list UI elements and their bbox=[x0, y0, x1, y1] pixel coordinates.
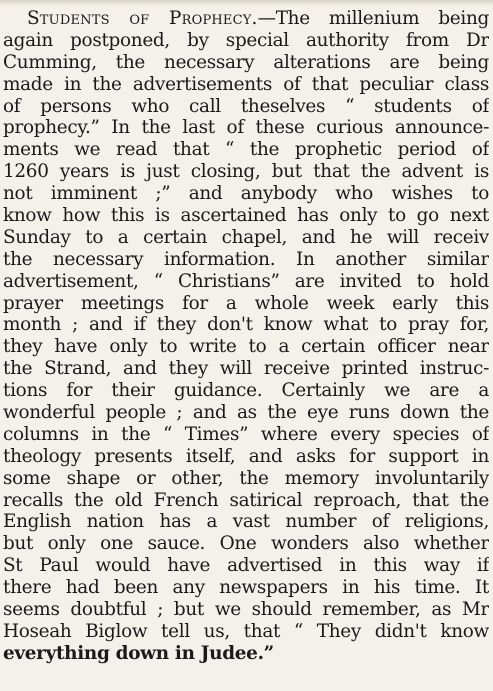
article-first-line-text: —The millenium being bbox=[257, 8, 489, 29]
article-line: but only one sauce. One wonders also whether bbox=[3, 533, 489, 555]
article-line: know how this is ascertained has only to go next bbox=[3, 205, 489, 227]
article-line: recalls the old French satirical reproach, that the bbox=[3, 489, 489, 511]
article-line: Sunday to a certain chapel, and he will receiv bbox=[3, 226, 489, 248]
article-line: there had been any newspapers in his time. It bbox=[3, 577, 489, 599]
article-line: English nation has a vast number of religions, bbox=[3, 511, 489, 533]
article-line: prophecy.” In the last of these curious announce- bbox=[3, 117, 489, 139]
article-line: columns in the “ Times” where every species of bbox=[3, 423, 489, 445]
article-line: the necessary information. In another similar bbox=[3, 248, 489, 270]
article-line: the Strand, and they will receive printed instruc- bbox=[3, 358, 489, 380]
article-line: prayer meetings for a whole week early this bbox=[3, 292, 489, 314]
article-line: St Paul would have advertised in this way if bbox=[3, 555, 489, 577]
article-line: Cumming, the necessary alterations are being bbox=[3, 51, 489, 73]
article-line: advertisement, “ Christians” are invited to hold bbox=[3, 270, 489, 292]
article-heading: Students of Prophecy. bbox=[27, 8, 258, 29]
article-line: month ; and if they don't know what to pray for, bbox=[3, 314, 489, 336]
article-line: made in the advertisements of that peculiar class bbox=[3, 73, 489, 95]
article-line: not imminent ;” and anybody who wishes to bbox=[3, 183, 489, 205]
article-line: theology presents itself, and asks for support in bbox=[3, 445, 489, 467]
article-line: again postponed, by special authority from Dr bbox=[3, 29, 489, 51]
article-closing-line: everything down in Judee.” bbox=[3, 642, 274, 664]
article-line: of persons who call theselves “ students of bbox=[3, 95, 489, 117]
article-line: some shape or other, the memory involuntarily bbox=[3, 467, 489, 489]
article-line: ments we read that “ the prophetic period of bbox=[3, 139, 489, 161]
article-line-1 bbox=[3, 8, 489, 30]
article-line: seems doubtful ; but we should remember, as Mr bbox=[3, 599, 489, 621]
article-line: tions for their guidance. Certainly we are a bbox=[3, 380, 489, 402]
article-line: they have only to write to a certain officer near bbox=[3, 336, 489, 358]
article-line: 1260 years is just closing, but that the advent is bbox=[3, 161, 489, 183]
article-line: Hoseah Biglow tell us, that “ They didn't know bbox=[3, 620, 489, 642]
article-line: wonderful people ; and as the eye runs down the bbox=[3, 402, 489, 424]
